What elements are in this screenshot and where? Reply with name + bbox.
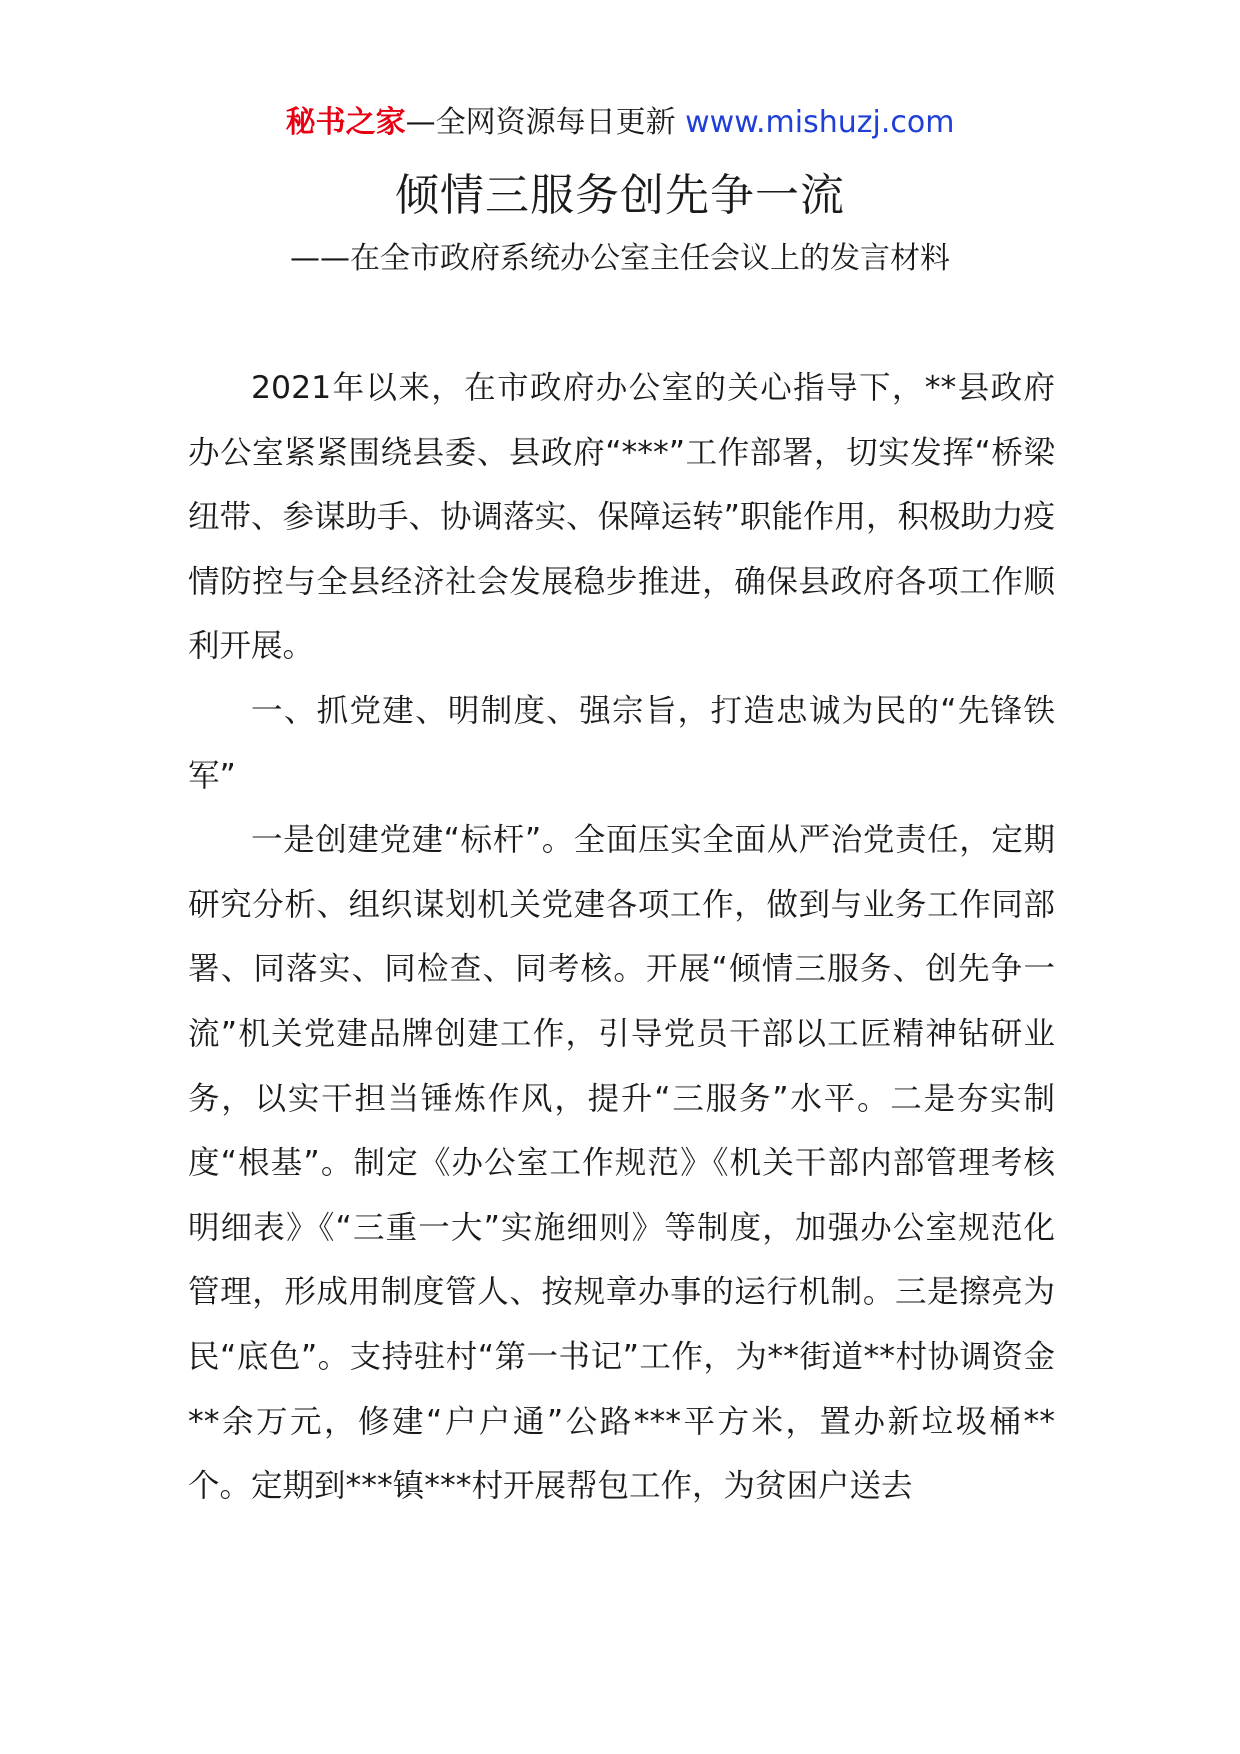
body-paragraph: 一是创建党建“标杆”。全面压实全面从严治党责任，定期研究分析、组织谋划机关党建各项工作，做到与业务工作同部署、同落实、同检查、同考核。开展“倾情三服务、创先争一流”机关党建品牌创建工作，引导党员干部以工匠精神钻研业务，以实干担当锤炼作风，提升“三服务”水平。二是夯实制度“根基”。制定《办公室工作规范》《机关干部内部管理考核明细表》《“三重一大”实施细则》等制度，加强办公室规范化管理，形成用制度管人、按规章办事的运行机制。三是擦亮为民“底色”。支持驻村“第一书记”工作，为**街道**村协调资金**余万元，修建“户户通”公路***平方米，置办新垃圾桶**个。定期到***镇***村开展帮包工作，为贫困户送去 [188, 822, 1055, 1505]
document-title: 倾情三服务创先争一流 [395, 170, 845, 221]
site-brand: 秘书之家 [285, 105, 406, 140]
site-slogan: —全网资源每日更新 [405, 105, 686, 140]
document-subtitle: ——在全市政府系统办公室主任会议上的发言材料 [290, 241, 950, 276]
site-header [0, 100, 1240, 146]
site-url-link[interactable]: www.mishuzj.com [685, 105, 955, 140]
section-heading-1: 一、抓党建、明制度、强宗旨，打造忠诚为民的“先锋铁军” [188, 692, 1055, 794]
document-body [188, 356, 1055, 1519]
intro-paragraph: 2021年以来，在市政府办公室的关心指导下，**县政府办公室紧紧围绕县委、县政府“***”工作部署，切实发挥“桥梁纽带、参谋助手、协调落实、保障运转”职能作用，积极助力疫情防控与全县经济社会发展稳步推进，确保县政府各项工作顺利开展。 [188, 370, 1055, 665]
